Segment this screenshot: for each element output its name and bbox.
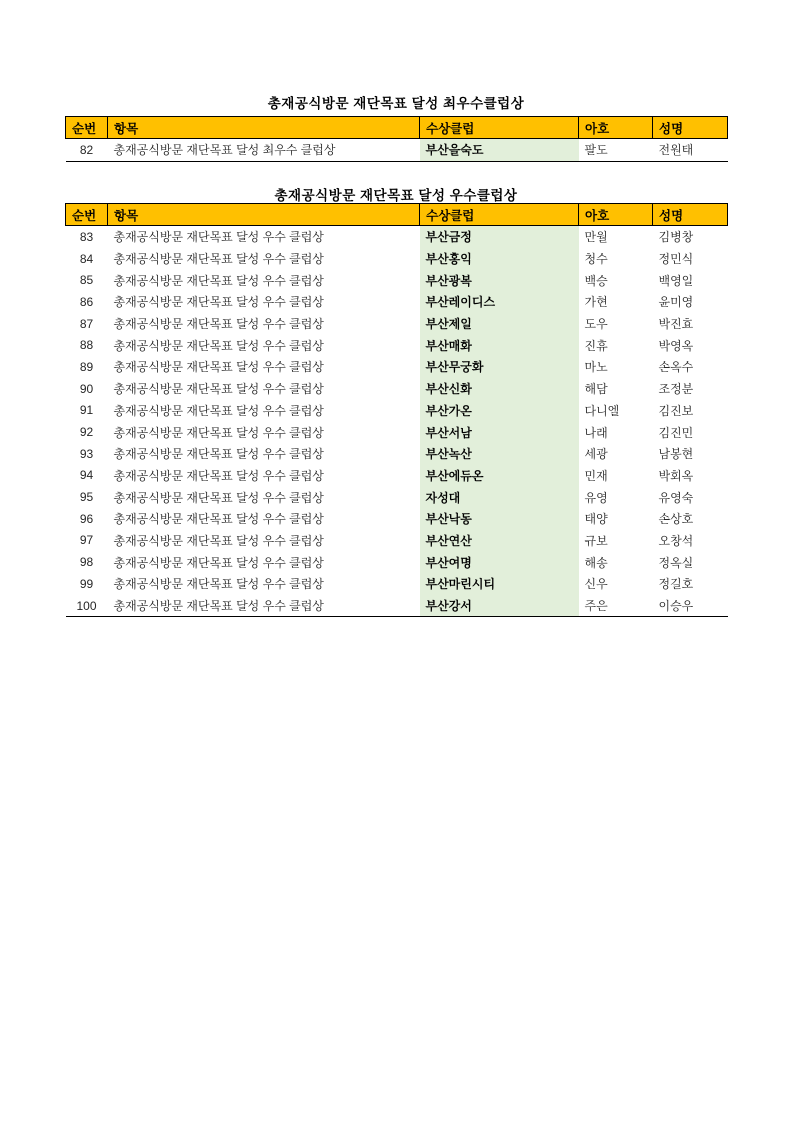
row-no-cell: 89	[79, 359, 94, 374]
penname-cell: 주은	[579, 595, 653, 617]
row-no-cell: 85	[79, 273, 94, 288]
penname-cell: 진휴	[584, 338, 608, 353]
club-cell: 부산제일	[420, 313, 579, 335]
col-header-club: 수상클럽	[420, 204, 579, 226]
club-cell: 부산광복	[420, 269, 579, 291]
row-no-cell: 88	[79, 338, 94, 353]
row-no-cell: 94	[79, 468, 94, 483]
club-cell: 부산레이디스	[420, 291, 579, 313]
club-cell: 부산강서	[420, 595, 579, 617]
table-header-row	[66, 204, 728, 226]
table-header-row	[66, 117, 728, 139]
item-cell: 총재공식방문 재단목표 달성 우수 클럽상	[113, 490, 324, 505]
name-cell: 김병창	[658, 230, 694, 245]
name-cell: 오창석	[658, 533, 694, 548]
club-cell: 부산녹산	[420, 443, 579, 465]
penname-cell: 해담	[584, 382, 608, 397]
table-row	[66, 465, 728, 487]
item-cell: 총재공식방문 재단목표 달성 우수 클럽상	[113, 577, 324, 592]
item-cell: 총재공식방문 재단목표 달성 우수 클럽상	[113, 295, 324, 310]
table-row	[66, 595, 728, 617]
name-cell: 손옥수	[658, 360, 694, 375]
penname-cell: 백승	[584, 273, 608, 288]
penname-cell: 만월	[584, 230, 608, 245]
penname-cell: 가현	[584, 295, 608, 310]
table-row	[66, 508, 728, 530]
row-no-cell: 96	[79, 511, 94, 526]
club-cell: 부산을숙도	[420, 139, 579, 162]
name-cell: 이승우	[653, 595, 728, 617]
table-row	[66, 443, 728, 465]
item-cell: 총재공식방문 재단목표 달성 우수 클럽상	[113, 252, 324, 267]
row-no-cell: 82	[66, 139, 108, 162]
name-cell: 유영숙	[658, 490, 694, 505]
row-no-cell: 86	[79, 294, 94, 309]
penname-cell: 세광	[584, 447, 608, 462]
item-cell: 총재공식방문 재단목표 달성 우수 클럽상	[113, 382, 324, 397]
name-cell: 전원태	[653, 139, 728, 162]
name-cell: 김진민	[658, 425, 694, 440]
club-cell: 부산홍익	[420, 248, 579, 270]
name-cell: 박진효	[658, 317, 694, 332]
excellent-club-award-table	[65, 203, 728, 617]
club-cell: 부산매화	[420, 334, 579, 356]
club-cell: 부산여명	[420, 551, 579, 573]
best-club-award-table	[65, 116, 728, 162]
penname-cell: 도우	[584, 317, 608, 332]
row-no-cell: 95	[79, 490, 94, 505]
item-cell: 총재공식방문 재단목표 달성 우수 클럽상	[113, 403, 324, 418]
row-no-cell: 83	[79, 229, 94, 244]
row-no-cell: 84	[79, 251, 94, 266]
table-row	[66, 486, 728, 508]
club-cell: 자성대	[420, 486, 579, 508]
item-cell: 총재공식방문 재단목표 달성 우수 클럽상	[113, 447, 324, 462]
col-header-no: 순번	[66, 204, 108, 226]
excellent-club-award-title: 총재공식방문 재단목표 달성 우수클럽상	[274, 188, 518, 203]
penname-cell: 다니엘	[584, 403, 620, 418]
item-cell: 총재공식방문 재단목표 달성 우수 클럽상	[108, 595, 420, 617]
row-no-cell: 91	[79, 403, 94, 418]
club-cell: 부산가온	[420, 400, 579, 422]
table-row	[66, 551, 728, 573]
club-cell: 부산낙동	[420, 508, 579, 530]
club-cell: 부산금정	[420, 226, 579, 248]
table-row	[66, 573, 728, 595]
club-cell: 부산마린시티	[420, 573, 579, 595]
table-row	[66, 313, 728, 335]
name-cell: 조정분	[658, 382, 694, 397]
table-row	[66, 291, 728, 313]
item-cell: 총재공식방문 재단목표 달성 우수 클럽상	[113, 230, 324, 245]
penname-cell: 나래	[584, 425, 608, 440]
penname-cell: 유영	[584, 490, 608, 505]
table-row	[66, 226, 728, 248]
penname-cell: 마노	[584, 360, 608, 375]
name-cell: 백영일	[658, 273, 694, 288]
penname-cell: 규보	[584, 533, 608, 548]
table-row	[66, 421, 728, 443]
penname-cell: 신우	[584, 577, 608, 592]
row-no-cell: 99	[79, 576, 94, 591]
club-cell: 부산연산	[420, 530, 579, 552]
table-body	[66, 139, 728, 162]
penname-cell: 청수	[584, 252, 608, 267]
name-cell: 정길호	[658, 577, 694, 592]
table-row	[66, 139, 728, 162]
item-cell: 총재공식방문 재단목표 달성 우수 클럽상	[113, 338, 324, 353]
row-no-cell: 98	[79, 555, 94, 570]
item-cell: 총재공식방문 재단목표 달성 최우수 클럽상	[108, 139, 420, 162]
row-no-cell: 93	[79, 446, 94, 461]
item-cell: 총재공식방문 재단목표 달성 우수 클럽상	[113, 555, 324, 570]
name-cell: 남봉현	[658, 447, 694, 462]
table-body	[66, 226, 728, 617]
name-cell: 김진보	[658, 403, 694, 418]
table-row	[66, 378, 728, 400]
item-cell: 총재공식방문 재단목표 달성 우수 클럽상	[113, 360, 324, 375]
item-cell: 총재공식방문 재단목표 달성 우수 클럽상	[113, 317, 324, 332]
row-no-cell: 90	[79, 381, 94, 396]
club-cell: 부산무궁화	[420, 356, 579, 378]
penname-cell: 태양	[584, 512, 608, 527]
name-cell: 박회옥	[658, 468, 694, 483]
club-cell: 부산신화	[420, 378, 579, 400]
col-header-penname: 아호	[579, 117, 653, 139]
item-cell: 총재공식방문 재단목표 달성 우수 클럽상	[113, 273, 324, 288]
penname-cell: 팔도	[579, 139, 653, 162]
table-row	[66, 400, 728, 422]
best-club-award-title: 총재공식방문 재단목표 달성 최우수클럽상	[267, 96, 525, 111]
table-row	[66, 269, 728, 291]
row-no-cell: 92	[79, 425, 94, 440]
table-row	[66, 248, 728, 270]
item-cell: 총재공식방문 재단목표 달성 우수 클럽상	[113, 425, 324, 440]
name-cell: 정민식	[658, 252, 694, 267]
item-cell: 총재공식방문 재단목표 달성 우수 클럽상	[113, 512, 324, 527]
col-header-item: 항목	[108, 117, 420, 139]
row-no-cell: 100	[66, 595, 108, 617]
col-header-penname: 아호	[579, 204, 653, 226]
col-header-name: 성명	[653, 204, 728, 226]
table-row	[66, 334, 728, 356]
item-cell: 총재공식방문 재단목표 달성 우수 클럽상	[113, 468, 324, 483]
club-cell: 부산에듀온	[420, 465, 579, 487]
club-cell: 부산서남	[420, 421, 579, 443]
table-row	[66, 530, 728, 552]
col-header-club: 수상클럽	[420, 117, 579, 139]
table-row	[66, 356, 728, 378]
name-cell: 윤미영	[658, 295, 694, 310]
name-cell: 박영옥	[658, 338, 694, 353]
row-no-cell: 97	[79, 533, 94, 548]
item-cell: 총재공식방문 재단목표 달성 우수 클럽상	[113, 533, 324, 548]
name-cell: 손상호	[658, 512, 694, 527]
name-cell: 정옥실	[658, 555, 694, 570]
row-no-cell: 87	[79, 316, 94, 331]
penname-cell: 민재	[584, 468, 608, 483]
col-header-name: 성명	[653, 117, 728, 139]
penname-cell: 해송	[584, 555, 608, 570]
col-header-item: 항목	[108, 204, 420, 226]
col-header-no: 순번	[66, 117, 108, 139]
